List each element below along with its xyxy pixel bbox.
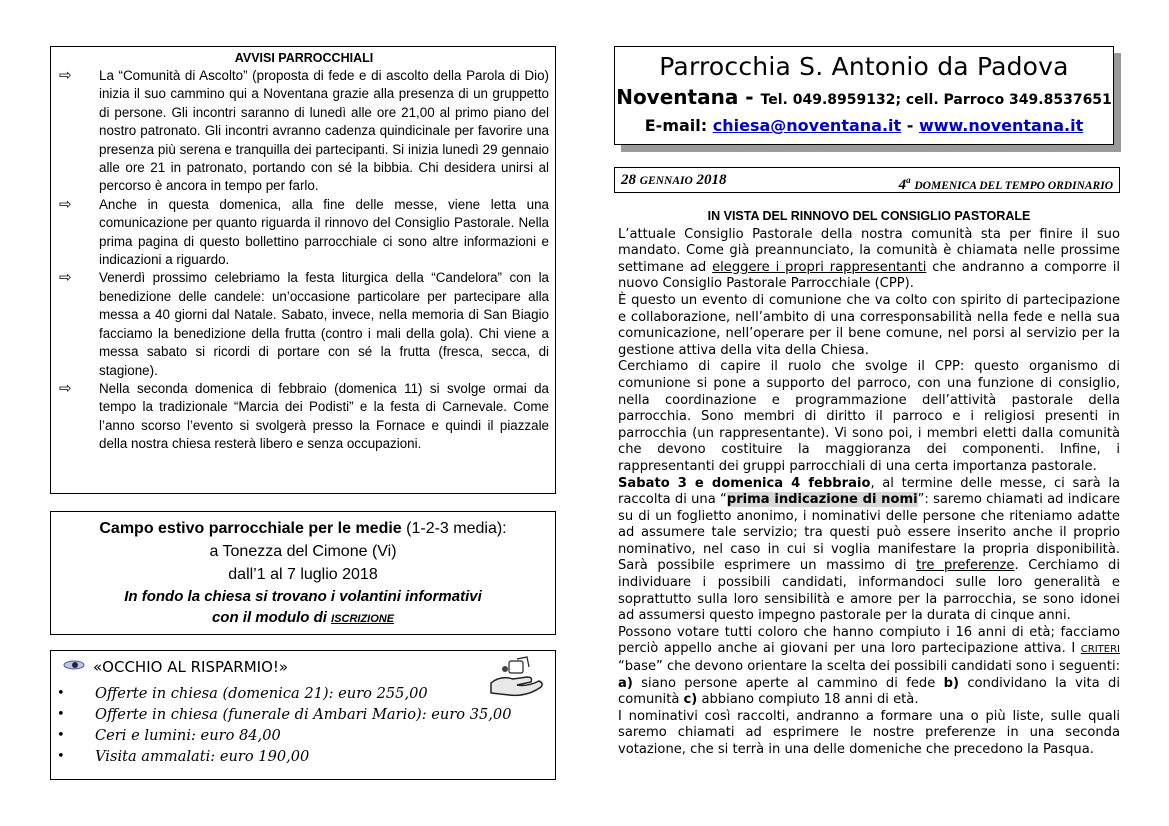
parish-name: Parrocchia S. Antonio da Padova bbox=[659, 52, 1069, 81]
risparmio-item: • Ceri e lumini: euro 84,00 bbox=[57, 727, 281, 744]
bulletin-date: 28 GENNAIO 2018 bbox=[621, 172, 727, 188]
date-bar bbox=[614, 167, 1120, 193]
avvisi-box bbox=[50, 46, 556, 494]
avviso-item: ⇨ Nella seconda domenica di febbraio (domenica 11) si svolge ormai da tempo la tradizionale “Marcia dei Podisti” e la festa di Carnevale. Come l’anno scorso l’evento si svolgerà presso la Fornace e quindi il piazzale della nostra chiesa resterà libero e senza occupazioni. bbox=[59, 379, 549, 452]
article-paragraph: I nominativi così raccolti, andranno a formare una o più liste, sulle quali saremo chiamati ad esprimere le nostre preferenze in una seconda votazione, che si terrà in una delle domeniche che precedono la Pasqua. bbox=[618, 708, 1120, 757]
campo-note-iscrizione: con il modulo di ISCRIZIONE bbox=[211, 609, 395, 626]
risparmio-box bbox=[50, 650, 556, 780]
email-link[interactable]: chiesa@noventana.it bbox=[712, 116, 902, 135]
arrow-right-icon: ⇨ bbox=[59, 269, 72, 287]
arrow-right-icon: ⇨ bbox=[59, 379, 72, 397]
website-link[interactable]: www.noventana.it bbox=[918, 116, 1084, 135]
campo-note: In fondo la chiesa si trovano i volantini informativi bbox=[124, 588, 482, 605]
risparmio-item: • Offerte in chiesa (domenica 21): euro 255,00 bbox=[57, 685, 428, 702]
campo-estivo-box bbox=[50, 511, 556, 635]
campo-place: a Tonezza del Cimone (Vi) bbox=[209, 543, 397, 560]
avviso-item: ⇨ La “Comunità di Ascolto” (proposta di fede e di ascolto della Parola di Dio) inizia il suo cammino qui a Noventana grazie alla presenza di un gruppetto di persone. Gli incontri saranno di lunedì alle ore 21,00 al primo piano del nostro patronato. Gli incontri avranno cadenza quindicinale per favorire una presenza più serena e tranquilla dei partecipanti. Si inizia lunedì 29 gennaio alle ore 21 in patronato, portando con sé la bibbia. Chi desidera unirsi al percorso è ancora in tempo per farlo. bbox=[59, 67, 549, 194]
liturgical-sunday: 4$^a$ DOMENICA DEL TEMPO ORDINARIO bbox=[898, 175, 1113, 193]
arrow-right-icon: ⇨ bbox=[59, 195, 72, 213]
parish-header bbox=[614, 46, 1114, 145]
parish-contacts: Noventana - Tel. 049.8959132; cell. Parroco 349.8537651 bbox=[616, 85, 1112, 109]
parish-web: E-mail: chiesa@noventana.it - www.noventana.it bbox=[644, 116, 1084, 135]
article bbox=[618, 208, 1120, 759]
risparmio-item: • Offerte in chiesa (funerale di Ambari Mario): euro 35,00 bbox=[57, 706, 512, 723]
avviso-item: ⇨ Anche in questa domenica, alla fine delle messe, viene letta una comunicazione per quanto riguarda il rinnovo del Consiglio Pastorale. Nella prima pagina di questo bollettino parrocchiale ci sono altre informazioni e indicazioni a riguardo. bbox=[59, 195, 549, 268]
avvisi-title: AVVISI PARROCCHIALI bbox=[234, 51, 374, 65]
arrow-right-icon: ⇨ bbox=[59, 67, 72, 84]
article-paragraph: È questo un evento di comunione che va colto con spirito di partecipazione e collaborazione, nell’ambito di una corresponsabilità nella fede e nella sua comunicazione, nell’operare per il bene comune, nel porsi al servizio per la gestione attiva della vita della Chiesa. bbox=[618, 292, 1120, 358]
article-title: IN VISTA DEL RINNOVO DEL CONSIGLIO PASTORALE bbox=[707, 209, 1031, 223]
article-paragraph: Possono votare tutti coloro che hanno compiuto i 16 anni di età; facciamo perciò appello anche ai giovani per una loro partecipazione attiva. I CRITERI “base” che devono orientare la scelta dei possibili candidati sono i seguenti: a) siano persone aperte al cammino di fede b) condividano la vita di comunità c) abbiano compiuto 18 anni di età. bbox=[618, 624, 1120, 708]
campo-title: Campo estivo parrocchiale per le medie (1-2-3 media): bbox=[99, 520, 507, 537]
risparmio-item: • Visita ammalati: euro 190,00 bbox=[57, 748, 310, 765]
avviso-item: ⇨ Venerdì prossimo celebriamo la festa liturgica della “Candelora” con la benedizione delle candele: un’occasione particolare per partecipare alla messa a 40 giorni dal Natale. Sabato, invece, nella memoria di San Biagio facciamo la benedizione della frutta (contro i mali della gola). Chi viene a messa sabato si ricordi di portare con sé la frutta (fresca, secca, di stagione). bbox=[59, 269, 549, 378]
article-paragraph: Sabato 3 e domenica 4 febbraio, al termine delle messe, ci sarà la raccolta di una “prima indicazione di nomi”: saremo chiamati ad indicare su di un foglietto anonimo, i nominativi delle persone che riteniamo adatte ad assumere tale servizio; tra questi può essere inserito anche il proprio nominativo, nel caso in cui si voglia manifestare la propria disponibilità. Sarà possibile esprimere un massimo di tre preferenze. Cerchiamo di individuare i possibili candidati, informandoci sulle loro generalità e soprattutto sulla loro sensibilità e amore per la parrocchia, se sono idonei ad assumersi questo impegno pastorale per la durata di cinque anni. bbox=[618, 475, 1121, 624]
article-paragraph: Cerchiamo di capire il ruolo che svolge il CPP: questo organismo di comunione si pone a supporto del parroco, con una funzione di consiglio, nella coordinazione e programmazione dell’attività pastorale della parrocchia. Sono membri di diritto il parroco e i religiosi presenti in parrocchia (un rappresentante). Vi sono poi, i membri eletti dalla comunità che devono costituire la maggioranza dei componenti. Infine, i rappresentanti dei gruppi parrocchiali di una certa importanza pastorale. bbox=[618, 359, 1120, 474]
article-paragraph: L’attuale Consiglio Pastorale della nostra comunità sta per finire il suo mandato. Come già preannunciato, la comunità è chiamata nelle prossime settimane ad eleggere i propri rappresentanti che andranno a comporre il nuovo Consiglio Pastorale Parrocchiale (CPP). bbox=[618, 226, 1120, 292]
campo-dates: dall’1 al 7 luglio 2018 bbox=[228, 566, 378, 583]
risparmio-title: «OCCHIO AL RISPARMIO!» bbox=[51, 655, 555, 679]
eye-icon bbox=[63, 660, 85, 670]
